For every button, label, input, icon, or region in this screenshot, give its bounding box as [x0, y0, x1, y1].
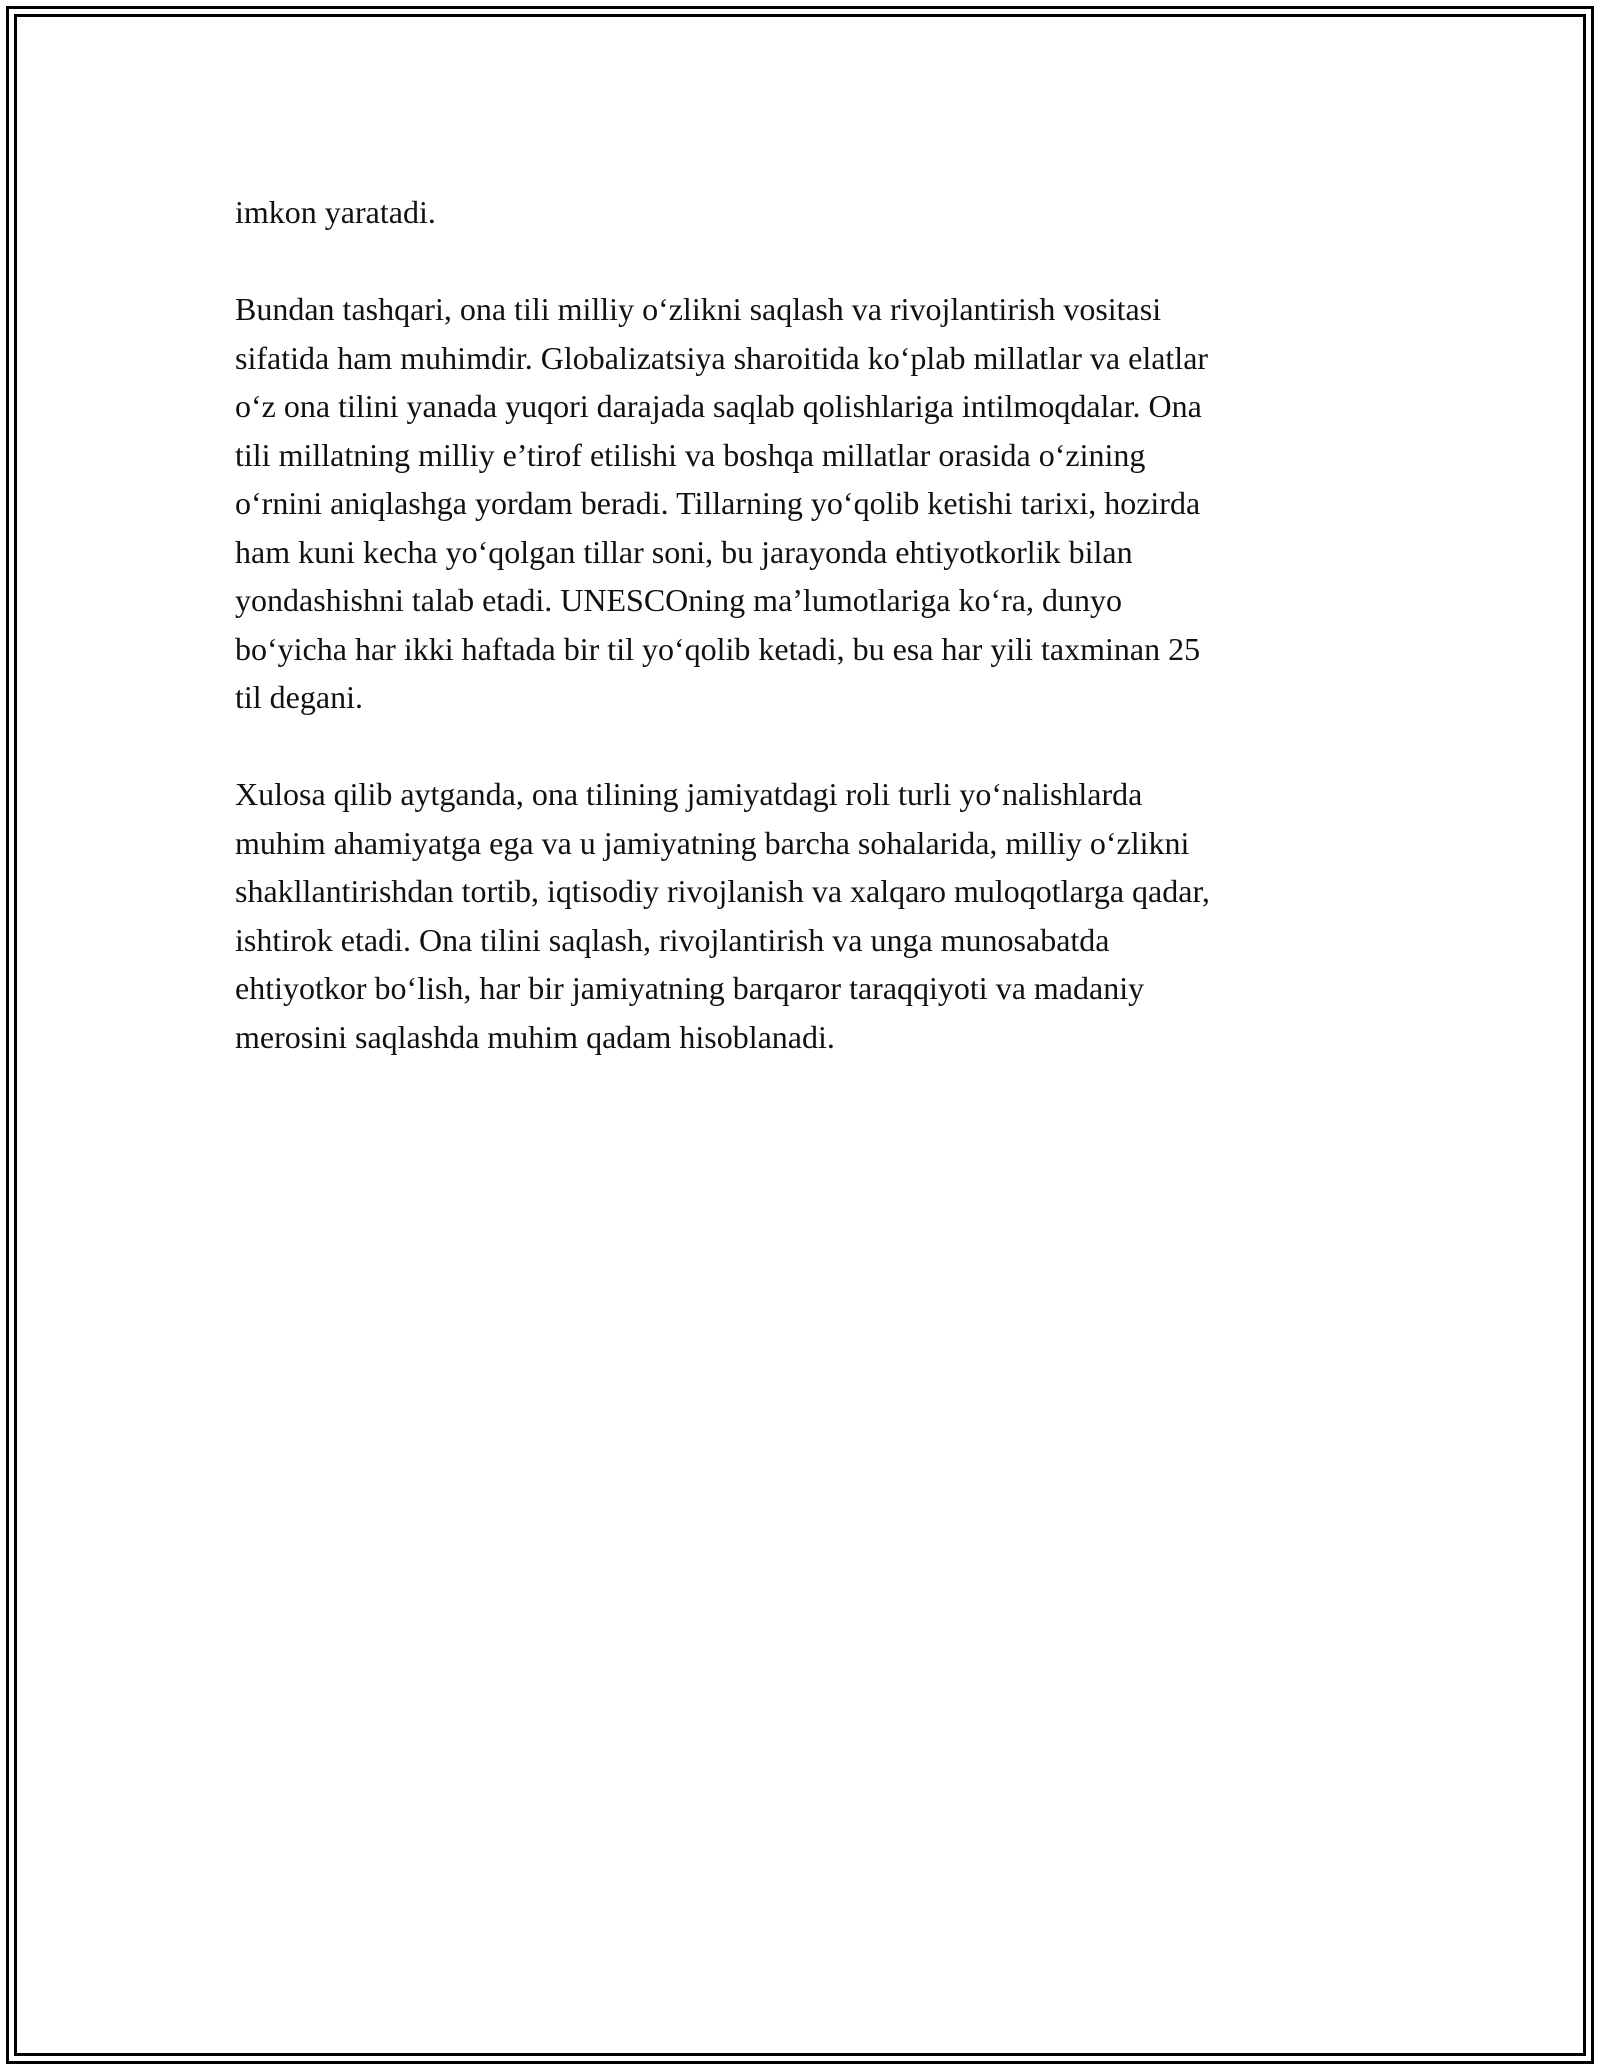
text-line: o‘rnini aniqlashga yordam beradi. Tillarning yo‘qolib ketishi tarixi, hozirda: [235, 485, 1201, 521]
paragraph-conclusion: [235, 770, 1375, 1061]
text-line: sifatida ham muhimdir. Globalizatsiya sharoitida ko‘plab millatlar va elatlar: [235, 339, 1209, 376]
text-line: merosini saqlashda muhim qadam hisoblanadi.: [235, 1018, 835, 1055]
text-line: ham kuni kecha yo‘qolgan tillar soni, bu jarayonda ehtiyotkorlik bilan: [235, 533, 1133, 570]
text-line: Xulosa qilib aytganda, ona tilining jamiyatdagi roli turli yo‘nalishlarda: [235, 776, 1143, 812]
paragraph-continuation: [235, 188, 1375, 237]
text-line: yondashishni talab etadi. UNESCOning ma’lumotlariga ko‘ra, dunyo: [235, 582, 1122, 618]
text-line: imkon yaratadi.: [235, 194, 436, 230]
text-line: Bundan tashqari, ona tili milliy o‘zlikni saqlash va rivojlantirish vositasi: [235, 291, 1162, 327]
text-line: tili millatning milliy e’tirof etilishi va boshqa millatlar orasida o‘zining: [235, 436, 1146, 473]
text-line: o‘z ona tilini yanada yuqori darajada saqlab qolishlariga intilmoqdalar. Ona: [235, 388, 1202, 424]
document-body: [235, 188, 1375, 1110]
text-line: shakllantirishdan tortib, iqtisodiy rivojlanish va xalqaro muloqotlarga qadar,: [235, 873, 1210, 909]
text-line: ishtirok etadi. Ona tilini saqlash, rivojlantirish va unga munosabatda: [235, 921, 1110, 958]
text-line: ehtiyotkor bo‘lish, har bir jamiyatning barqaror taraqqiyoti va madaniy: [235, 970, 1145, 1006]
text-line: muhim ahamiyatga ega va u jamiyatning barcha sohalarida, milliy o‘zlikni: [235, 824, 1190, 861]
text-line: bo‘yicha har ikki haftada bir til yo‘qolib ketadi, bu esa har yili taxminan 25: [235, 630, 1201, 667]
paragraph-national-identity: [235, 285, 1375, 722]
text-line: til degani.: [235, 679, 363, 715]
